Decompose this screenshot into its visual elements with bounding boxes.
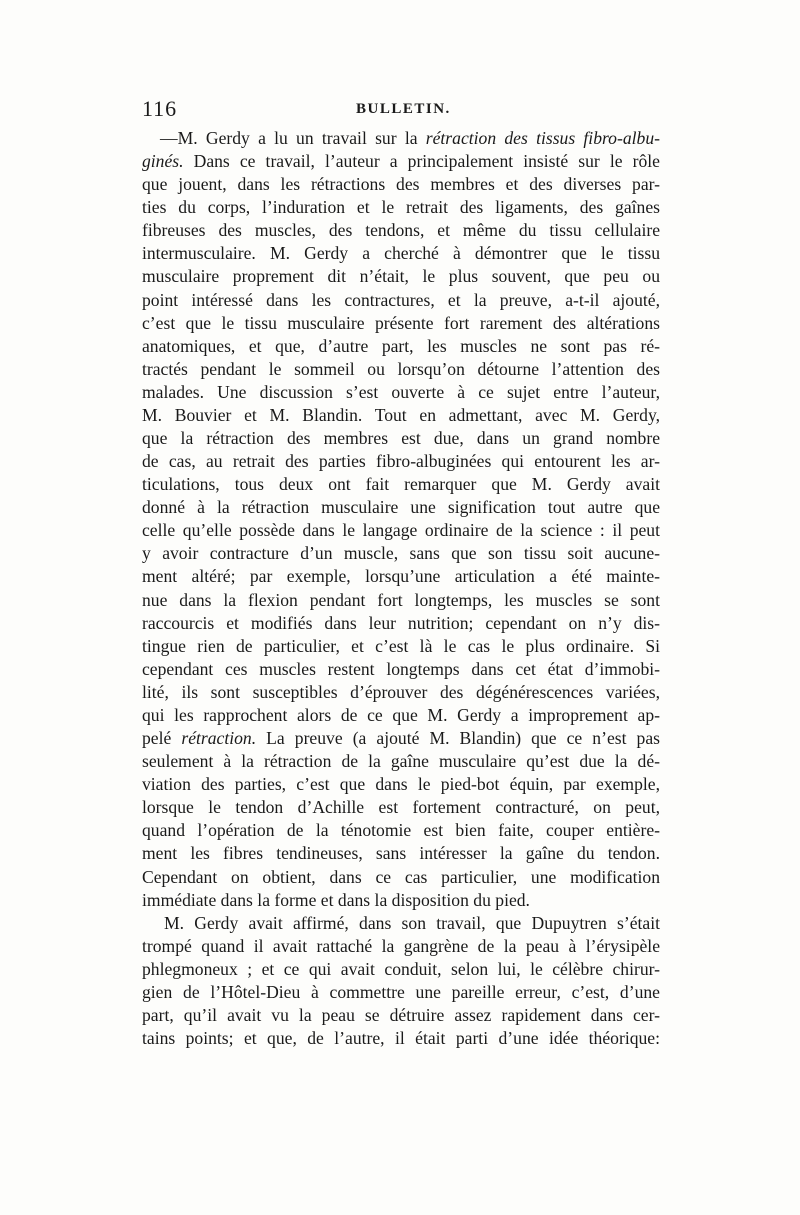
text-line: musculaire proprement dit n’était, le plus souvent, que peu ou	[142, 266, 660, 287]
text-line: c’est que le tissu musculaire présente fort rarement des altérations	[142, 312, 660, 333]
text-line: y avoir contracture d’un muscle, sans que son tissu soit aucune-	[142, 543, 660, 564]
text-line: point intéressé dans les contractures, et la preuve, a-t-il ajouté,	[142, 289, 660, 310]
text-line: pelé rétraction. La preuve (a ajouté M. Blandin) que ce n’est pas	[142, 728, 660, 749]
text-line: tingue rien de particulier, et c’est là le cas le plus ordinaire. Si	[142, 635, 660, 656]
text-line: de cas, au retrait des parties fibro-albuginées qui entourent les ar-	[142, 451, 660, 472]
text-line: fibreuses des muscles, des tendons, et même du tissu cellulaire	[142, 220, 660, 241]
text-line: viation des parties, c’est que dans le pied-bot équin, par exemple,	[142, 774, 660, 795]
text-line: malades. Une discussion s’est ouverte à ce sujet entre l’auteur,	[142, 381, 660, 402]
running-head: BULLETIN.	[356, 101, 451, 117]
text-line: cependant ces muscles restent longtemps dans cet état d’immobi-	[142, 658, 660, 679]
text-line: lorsque le tendon d’Achille est fortement contracturé, on peut,	[142, 797, 660, 818]
text-line: trompé quand il avait rattaché la gangrène de la peau à l’érysipèle	[142, 935, 660, 956]
text-line: gien de l’Hôtel-Dieu à commettre une pareille erreur, c’est, d’une	[142, 981, 660, 1002]
text-line: anatomiques, et que, d’autre part, les muscles ne sont pas ré-	[142, 335, 660, 356]
text-line: ginés. Dans ce travail, l’auteur a principalement insisté sur le rôle	[142, 151, 660, 172]
text-line: donné à la rétraction musculaire une signification tout autre que	[142, 497, 660, 518]
text-line: celle qu’elle possède dans le langage ordinaire de la science : il peut	[142, 520, 660, 541]
text-line: raccourcis et modifiés dans leur nutrition; cependant on n’y dis-	[142, 612, 660, 633]
text-line: que la rétraction des membres est due, dans un grand nombre	[142, 428, 660, 449]
text-line: ties du corps, l’induration et le retrait des ligaments, des gaînes	[142, 197, 660, 218]
page-number: 116	[142, 96, 178, 121]
text-line: phlegmoneux ; et ce qui avait conduit, selon lui, le célèbre chirur-	[142, 958, 660, 979]
text-line: part, qu’il avait vu la peau se détruire assez rapidement dans cer-	[142, 1004, 660, 1025]
text-line: tains points; et que, de l’autre, il était parti d’une idée théorique:	[142, 1028, 660, 1049]
page-header	[142, 96, 660, 126]
text-line: qui les rapprochent alors de ce que M. Gerdy a improprement ap-	[142, 704, 660, 725]
text-line: nue dans la flexion pendant fort longtemps, les muscles se sont	[142, 589, 660, 610]
text-line: tractés pendant le sommeil ou lorsqu’on détourne l’attention des	[142, 358, 660, 379]
text-line: ment altéré; par exemple, lorsqu’une articulation a été mainte-	[142, 566, 660, 587]
text-line: ticulations, tous deux ont fait remarquer que M. Gerdy avait	[142, 474, 660, 495]
text-line: lité, ils sont susceptibles d’éprouver des dégénérescences variées,	[142, 681, 660, 702]
text-line: immédiate dans la forme et dans la disposition du pied.	[142, 889, 530, 910]
text-line: intermusculaire. M. Gerdy a cherché à démontrer que le tissu	[142, 243, 660, 264]
text-line: ment les fibres tendineuses, sans intéresser la gaîne du tendon.	[142, 843, 660, 864]
text-line: seulement à la rétraction de la gaîne musculaire qu’est due la dé-	[142, 751, 660, 772]
body-text	[142, 127, 660, 1050]
text-line: que jouent, dans les rétractions des membres et des diverses par-	[142, 174, 660, 195]
text-line: Cependant on obtient, dans ce cas particulier, une modification	[142, 866, 660, 887]
text-line: M. Gerdy avait affirmé, dans son travail, que Dupuytren s’était	[164, 912, 660, 933]
text-line: quand l’opération de la ténotomie est bien faite, couper entière-	[142, 820, 660, 841]
text-line: M. Bouvier et M. Blandin. Tout en admettant, avec M. Gerdy,	[142, 404, 660, 425]
text-line: —M. Gerdy a lu un travail sur la rétraction des tissus fibro-albu-	[160, 128, 660, 148]
